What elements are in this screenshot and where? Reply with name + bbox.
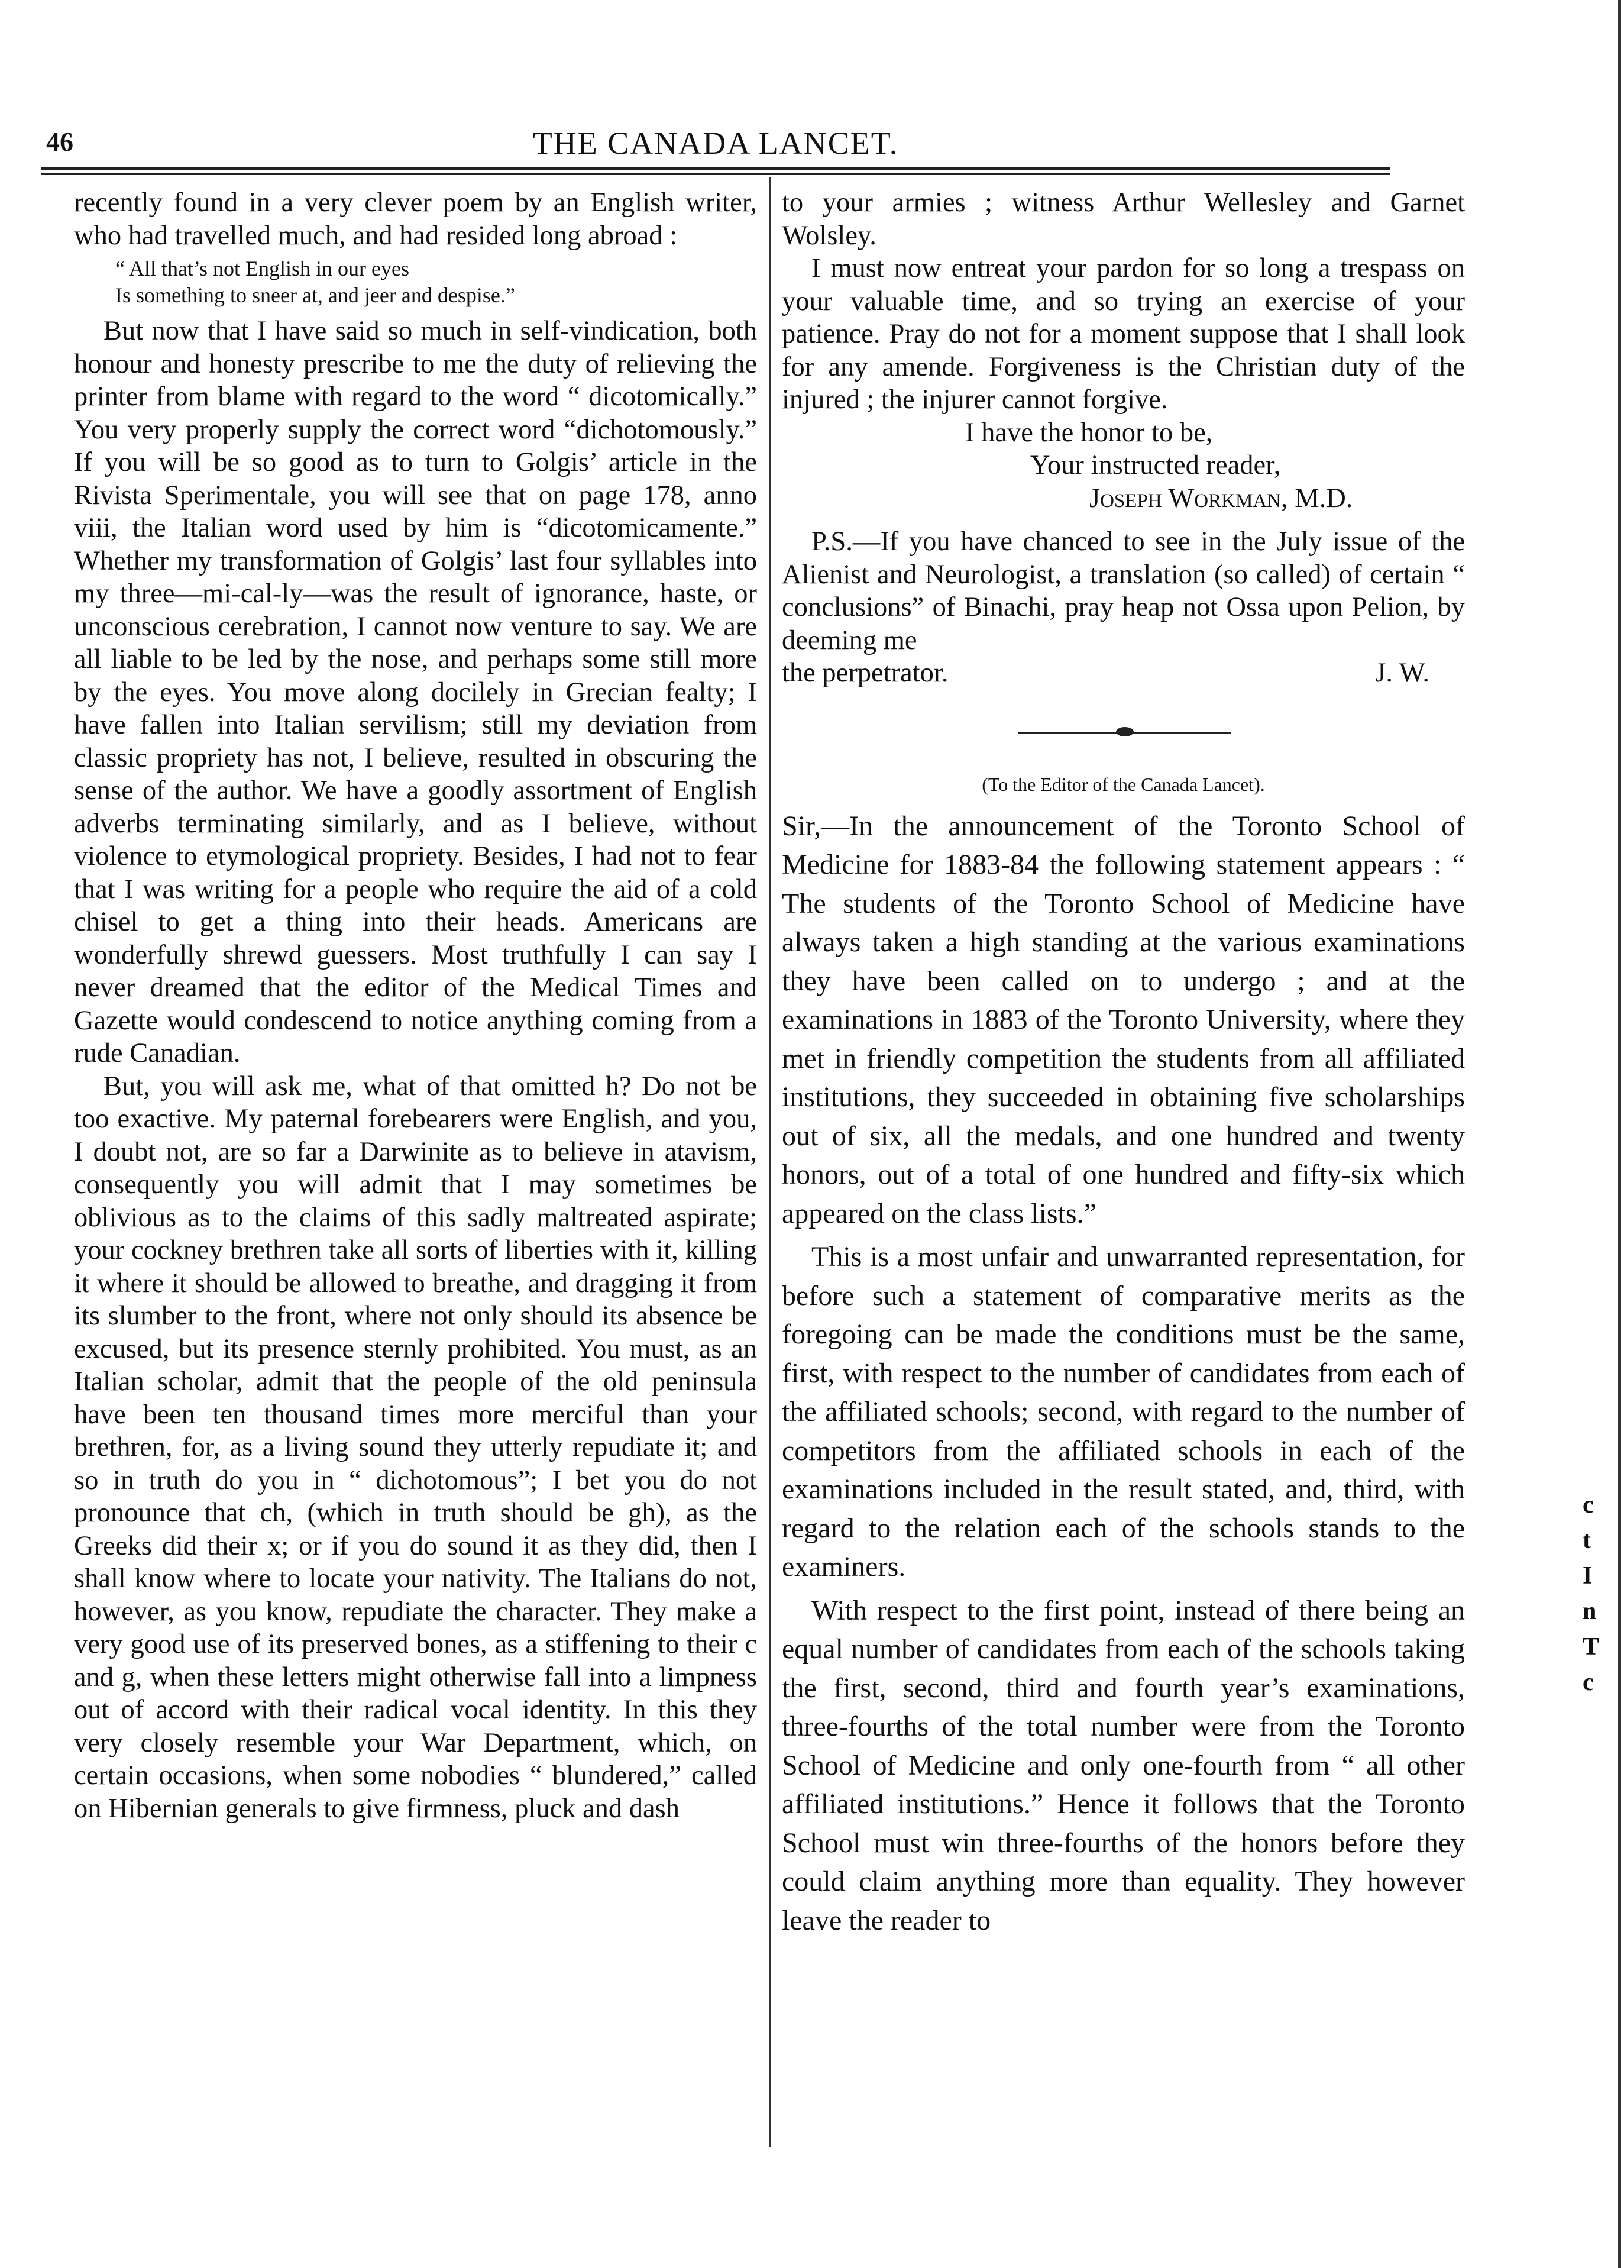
edge-fragment-5: T [1583, 1633, 1600, 1660]
right-paragraph-2: I must now entreat your pardon for so long a trespass on your valuable time, and so trying an exercise of your patience. Pray do not for a moment suppose that I shall look for any amende. Forgiveness is the Christian duty of the injured ; the injurer cannot forgive. [782, 253, 1465, 415]
page-number: 46 [46, 127, 73, 157]
ornament-dot [1116, 727, 1134, 736]
facing-page-edge [1506, 0, 1624, 2268]
letter-paragraph-1: Sir,—In the announcement of the Toronto School of Medicine for 1883-84 the following statement appears : “ The students of the Toronto School of Medicine have always taken a high standing at the various examinations they have been called on to undergo ; and at the examinations in 1883 of the Toronto University, where they met in friendly competition the students from all affiliated institutions, they succeeded in obtaining five scholarships out of six, all the medals, and one hundred and twenty honors, out of a total of one hundred and fifty-six which appeared on the class lists.” [782, 810, 1465, 1229]
edge-fragment-4: n [1583, 1598, 1597, 1625]
page-binding-line [1618, 0, 1621, 2268]
running-title: THE CANADA LANCET. [532, 125, 899, 161]
signature-line-2: Your instructed reader, [1030, 450, 1281, 480]
postscript-last-line: the perpetrator. [782, 658, 949, 688]
postscript-closing [782, 657, 1465, 690]
edge-fragment-1: c [1583, 1491, 1594, 1519]
editor-heading: (To the Editor of the Canada Lancet). [982, 773, 1265, 795]
quote-line-2: Is something to sneer at, and jeer and despise.” [115, 283, 515, 307]
signature-name: Joseph Workman, M.D. [1089, 483, 1353, 513]
page-header [41, 121, 1390, 163]
left-paragraph-1: recently found in a very clever poem by an English writer, who had travelled much, and had resided long abroad : [74, 188, 757, 251]
letter-paragraph-3: With respect to the first point, instead of there being an equal number of candidates from each of the schools taking the first, second, third and fourth year’s examinations, three-fourths of the total number were from the Toronto School of Medicine and only one-fourth from “ all other affiliated institutions.” Hence it follows that the Toronto School must win three-fourths of the honors before they could claim anything more than equality. They however leave the reader to [782, 1594, 1465, 1936]
left-paragraph-2: But now that I have said so much in self-vindication, both honour and honesty prescribe to me the duty of relieving the printer from blame with regard to the word “ dicotomically.” You very properly supply the correct word “dichotomously.” If you will be so good as to turn to Golgis’ article in the Rivista Sperimentale, you will see that on page 178, anno viii, the Italian word used by him is “dicotomicamente.” Whether my transformation of Golgis’ last four syllables into my three—mi-cal-ly—was the result of ignorance, haste, or unconscious cerebration, I cannot now venture to say. We are all liable to be led by the nose, and perhaps some still more by the eyes. You move along docilely in Grecian fealty; I have fallen into Italian servilism; still my deviation from classic propriety has not, I believe, resulted in obscuring the sense of the author. We have a goodly assortment of English adverbs terminating similarly, and as I believe, without violence to etymological propriety. Besides, I had not to fear that I was writing for a people who require the aid of a cold chisel to get a thing into their heads. Americans are wonderfully shrewd guessers. Most truthfully I can say I never dreamed that the editor of the Medical Times and Gazette would condescend to notice anything coming from a rude Canadian. [74, 316, 757, 1068]
letter-body [782, 807, 1465, 1940]
left-paragraph-3: But, you will ask me, what of that omitted h? Do not be too exactive. My paternal forebearers were English, and you, I doubt not, are so far a Darwinite as to believe in atavism, consequently you will admit that I may sometimes be oblivious as to the claims of this sadly maltreated aspirate; your cockney brethren take all sorts of liberties with it, killing it where it should be allowed to breathe, and dragging it from its slumber to the front, where not only should its absence be excused, but its presence sternly prohibited. You must, as an Italian scholar, admit that the people of the old peninsula have been ten thousand times more merciful than your brethren, for, as a living sound they utterly repudiate it; and so in truth do you in “ dichotomous”; I bet you do not pronounce that ch, (which in truth should be gh), as the Greeks did their x; or if you do sound it as they did, then I shall know where to locate your nativity. The Italians do not, however, as you know, repudiate the character. They make a very good use of its preserved bones, as a stiffening to their c and g, when these letters might otherwise fall into a limpness out of accord with their radical vocal identity. In this they very closely resemble your War Department, which, on certain occasions, when some nobodies “ blundered,” called on Hibernian generals to give firmness, pluck and dash [74, 1071, 757, 1824]
letter-paragraph-2: This is a most unfair and unwarranted representation, for before such a statement of comparative merits as the foregoing can be made the conditions must be the same, first, with respect to the number of candidates from each of the affiliated schools; second, with regard to the number of competitors from the affiliated schools in each of the examinations included in the result stated, and, third, with regard to the relation each of the schools stands to the examiners. [782, 1241, 1465, 1582]
section-ornament [782, 707, 1465, 764]
edge-fragment-6: c [1583, 1669, 1594, 1696]
right-column [782, 186, 1465, 1940]
verse-quote [115, 256, 757, 309]
postscript: P.S.—If you have chanced to see in the July issue of the Alienist and Neurologist, a translation (so called) of certain “ conclusions” of Binachi, pray heap not Ossa upon Pelion, by deeming me [782, 526, 1465, 655]
right-paragraph-1: to your armies ; witness Arthur Wellesley and Garnet Wolsley. [782, 188, 1465, 251]
header-rule-thin [41, 173, 1390, 175]
edge-fragment-2: t [1583, 1527, 1591, 1554]
column-divider [769, 177, 771, 2147]
left-column [74, 186, 757, 1825]
quote-line-1: “ All that’s not English in our eyes [115, 257, 409, 280]
edge-fragment-3: I [1583, 1562, 1593, 1589]
header-rule [41, 167, 1390, 170]
signature-line-1: I have the honor to be, [965, 417, 1213, 448]
postscript-initials: J. W. [1375, 658, 1429, 688]
